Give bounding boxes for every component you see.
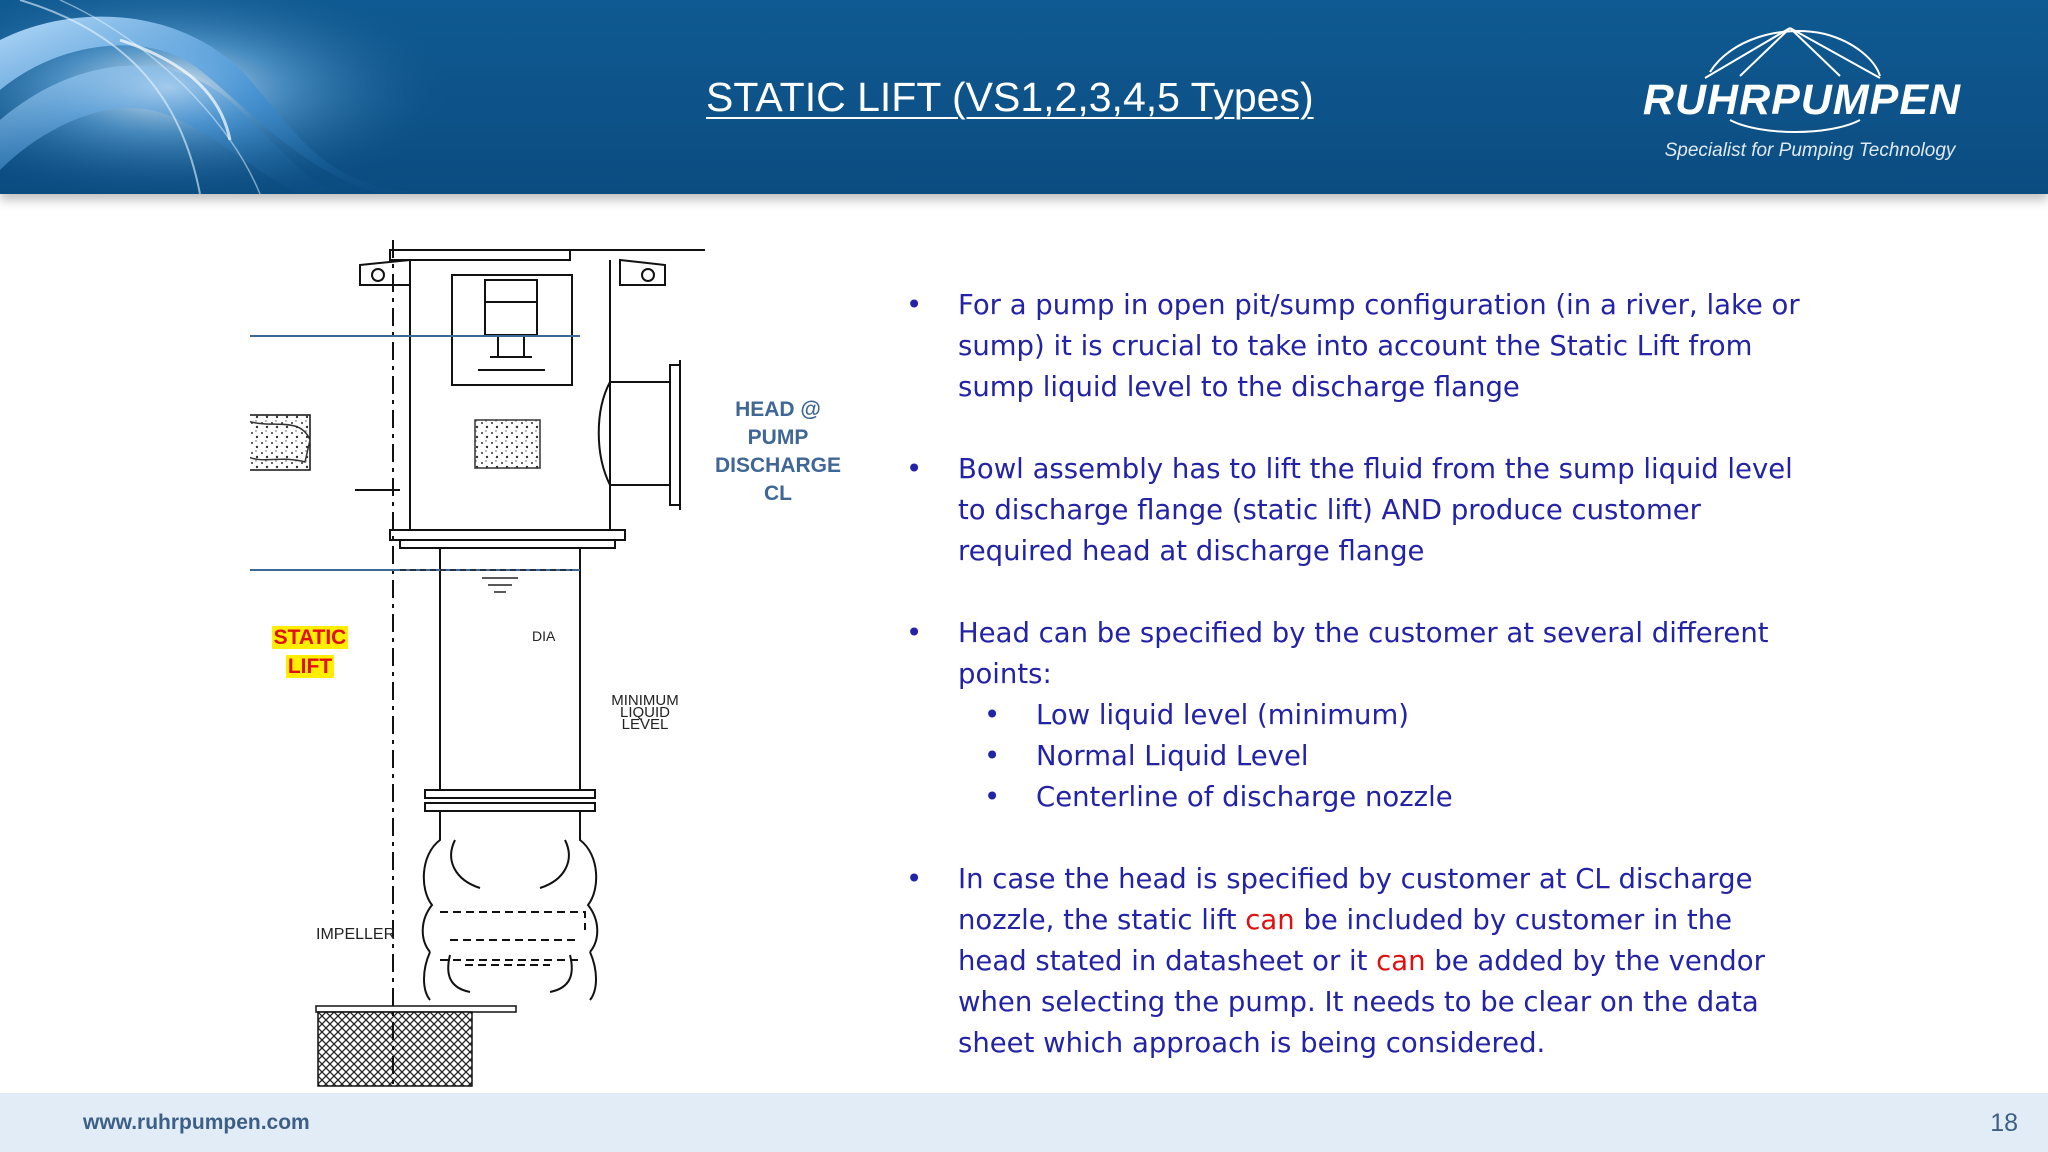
dia-label: DIA	[532, 628, 556, 644]
bullet-bowl-assembly: • Bowl assembly has to lift the fluid from the sump liquid level to discharge flange (static lift) AND produce customer required head at discharge flange	[906, 449, 1806, 572]
head-at-discharge-label	[708, 396, 848, 508]
head-label-line-3: DISCHARGE	[714, 454, 841, 477]
slide-footer	[0, 1093, 2048, 1152]
bullet-cl-discharge	[906, 859, 1806, 1064]
sub-bullet-normal-level: • Normal Liquid Level	[906, 736, 1806, 777]
head-label-line-2: PUMP	[747, 426, 809, 449]
min-level-line-2: LIQUID	[619, 704, 670, 721]
bullet-head-specified: • Head can be specified by the customer at several different points:	[906, 613, 1806, 695]
b4-text-2: be included by customer in the head stated in datasheet or it	[958, 904, 1733, 977]
static-lift-line-1: STATIC	[273, 626, 347, 649]
minimum-liquid-level-label	[590, 692, 700, 733]
min-level-line-1: MINIMUM	[611, 692, 679, 709]
logo-wordmark: RUHRPUMPEN	[1642, 76, 1962, 124]
logo-tagline: Specialist for Pumping Technology	[1664, 140, 1956, 161]
static-lift-label	[270, 623, 350, 681]
footer-website-link[interactable]: www.ruhrpumpen.com	[83, 1111, 310, 1134]
head-label-line-4: CL	[764, 482, 792, 505]
min-level-line-3: LEVEL	[621, 716, 669, 733]
company-logo	[1580, 20, 2020, 170]
bullet-open-pit: • For a pump in open pit/sump configuration (in a river, lake or sump) it is crucial to take into account the Static Lift from sump liquid level to the discharge flange	[906, 285, 1806, 408]
impeller-label: IMPELLER	[316, 926, 396, 943]
b4-text-1: In case the head is specified by customer at CL discharge nozzle, the static lift	[958, 863, 1753, 936]
b4-text-3: be added by the vendor when selecting the pump. It needs to be clear on the data sheet which approach is being considered.	[958, 945, 1765, 1059]
sub-bullet-centerline: • Centerline of discharge nozzle	[906, 777, 1806, 818]
head-label-line-1: HEAD @	[735, 398, 821, 421]
screen-top	[316, 1006, 516, 1012]
slide-header	[0, 0, 2048, 194]
vertical-pump-diagram	[250, 240, 900, 1090]
static-lift-line-2: LIFT	[287, 655, 333, 678]
decorative-swirl-graphic	[0, 0, 480, 194]
slide-title: STATIC LIFT (VS1,2,3,4,5 Types)	[706, 74, 1314, 120]
b4-can-1: can	[1245, 904, 1295, 936]
b4-can-2: can	[1376, 945, 1426, 977]
bullet-list	[906, 285, 1806, 1105]
sub-bullet-low-level: • Low liquid level (minimum)	[906, 695, 1806, 736]
page-number: 18	[1990, 1109, 2018, 1137]
